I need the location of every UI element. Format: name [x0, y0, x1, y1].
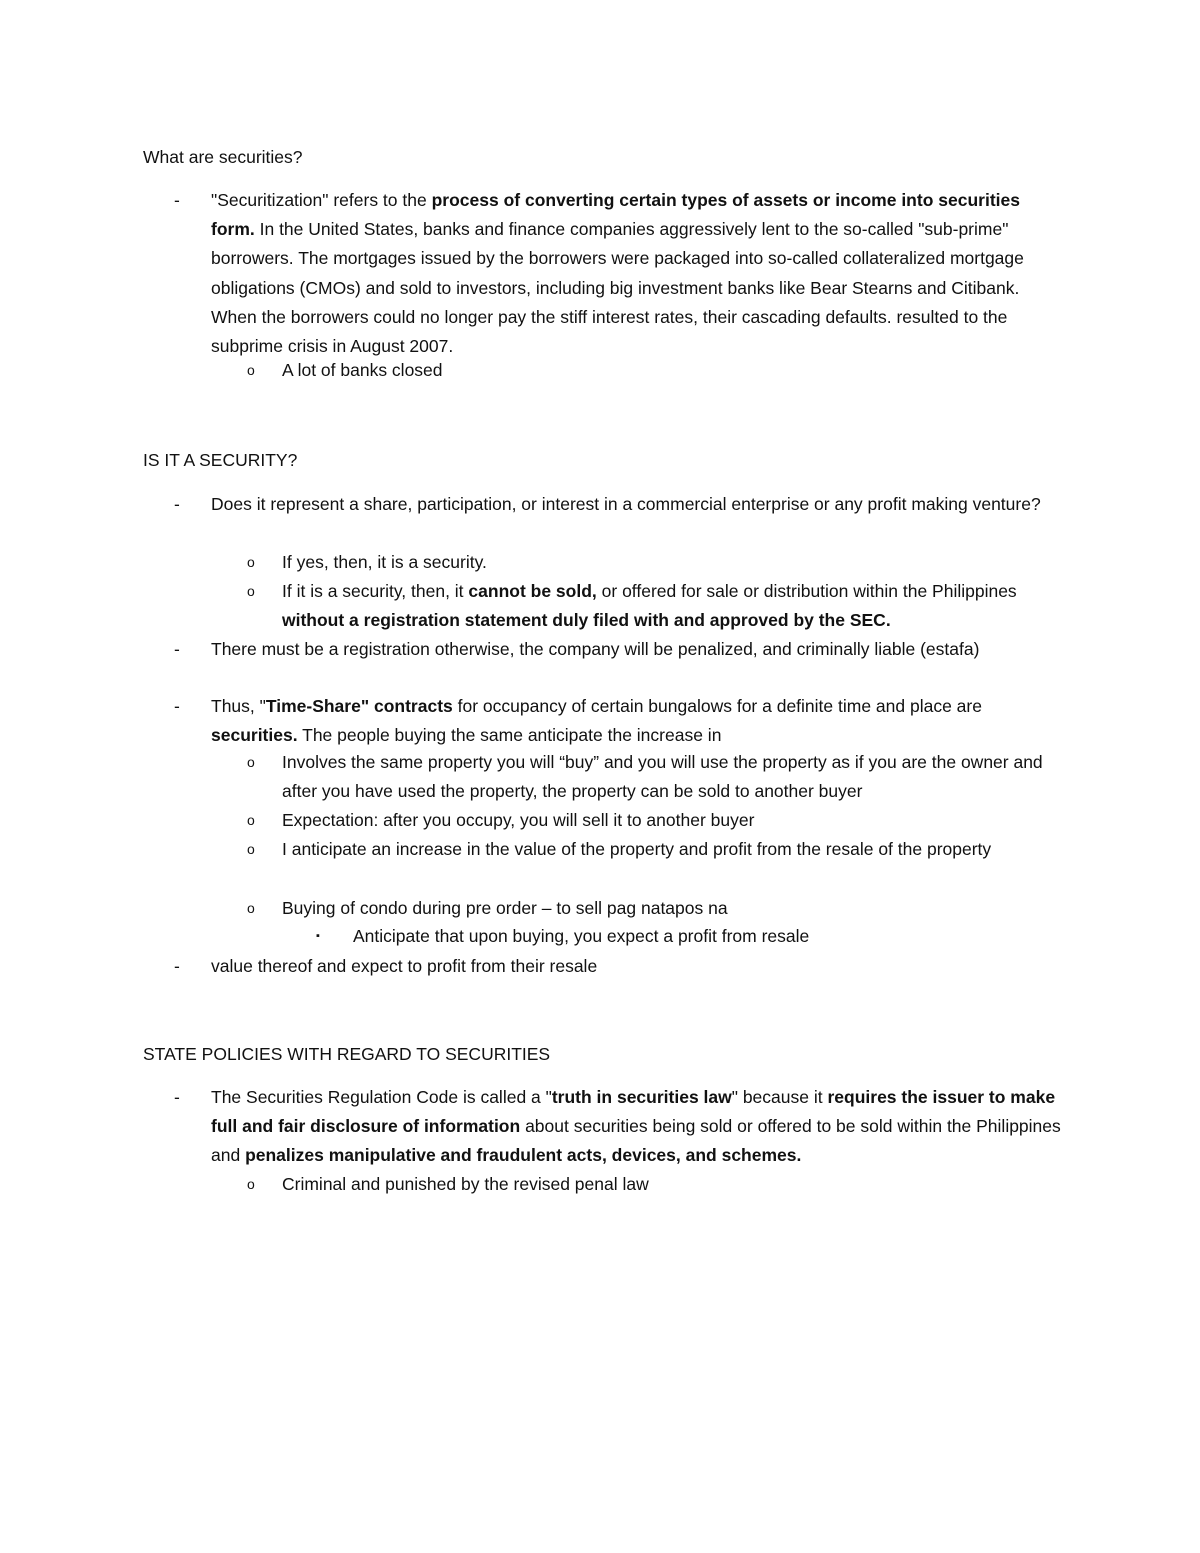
text-run: The people buying the same anticipate the increase in: [297, 725, 722, 746]
bullet-item-securitization: [174, 186, 1061, 361]
bullet-item-registration: [174, 635, 1061, 664]
dash-marker: -: [174, 494, 180, 514]
section-heading-state-policies: STATE POLICIES WITH REGARD TO SECURITIES: [143, 1044, 551, 1064]
sub-bullet-text: A lot of banks closed: [282, 360, 443, 380]
bullet-text: value thereof and expect to profit from their resale: [211, 956, 598, 976]
circle-marker: o: [247, 583, 255, 599]
dash-marker: -: [174, 190, 180, 210]
bullet-item-time-share: [174, 692, 1061, 750]
text-run: or offered for sale or distribution within the Philippines: [596, 581, 1017, 601]
sub-bullet-cannot-be-sold: [247, 577, 1062, 635]
sub-bullet-buying-condo: [247, 894, 1062, 923]
bullet-text: [211, 1083, 1061, 1171]
circle-marker: o: [247, 900, 255, 916]
text-run: about securities being sold or offered to be sold within the Philippines and: [211, 1116, 1061, 1166]
sub-sub-bullet-anticipate-profit: [316, 922, 1053, 951]
circle-marker: o: [247, 812, 255, 828]
sub-bullet-same-property: [247, 748, 1062, 806]
circle-marker: o: [247, 554, 255, 570]
square-marker: ▪: [316, 930, 320, 942]
sub-bullet-if-yes: [247, 548, 1062, 577]
text-run: Thus, ": [211, 696, 266, 716]
text-run: The Securities Regulation Code is called a ": [211, 1087, 552, 1107]
bold-text-run: Time-Share" contracts: [265, 696, 453, 716]
text-run: In the United States, banks and finance companies aggressively lent to the so-called "sub-prime" borrowers. The mortgages issued by the borrowers were packaged into so-called collateralized mortgage obligations (CMOs) and sold to investors, including big investment banks like Bear Stearns and Citibank. When the borrowers could no longer pay the stiff interest rates, their cascading defaults. resulted to the subprime crisis in August 2007.: [211, 219, 1024, 357]
bullet-text: Does it represent a share, participation, or interest in a commercial enterprise or any profit making venture?: [211, 494, 1041, 514]
sub-bullet-criminal: [247, 1170, 1062, 1199]
circle-marker: o: [247, 754, 255, 770]
sub-bullet-text: Involves the same property you will “buy” and you will use the property as if you are the owner and after you have used the property, the property can be sold to another buyer: [282, 752, 1043, 802]
text-run: " because it: [731, 1087, 828, 1107]
dash-marker: -: [174, 639, 180, 659]
dash-marker: -: [174, 696, 180, 716]
circle-marker: o: [247, 841, 255, 857]
text-run: "Securitization" refers to the: [211, 190, 432, 210]
dash-marker: -: [174, 956, 180, 976]
sub-bullet-expectation: [247, 806, 1062, 835]
text-run: If it is a security, then, it: [282, 581, 469, 601]
sub-bullet-text: Buying of condo during pre order – to sell pag natapos na: [282, 898, 728, 918]
sub-bullet-banks-closed: [247, 356, 1062, 385]
circle-marker: o: [247, 362, 255, 378]
bold-text-run: process of converting certain types of assets or income into securities form.: [211, 190, 1020, 240]
bullet-item-represent-share: [174, 490, 1061, 519]
sub-sub-bullet-text: Anticipate that upon buying, you expect a profit from resale: [353, 926, 810, 946]
bullet-text: There must be a registration otherwise, the company will be penalized, and criminally liable (estafa): [211, 639, 980, 659]
bold-text-run: penalizes manipulative and fraudulent acts, devices, and schemes.: [245, 1145, 802, 1166]
bold-text-run: cannot be sold,: [468, 581, 597, 601]
bold-text-run: truth in securities law: [551, 1087, 732, 1107]
bullet-text: [211, 186, 1061, 361]
sub-bullet-anticipate-increase: [247, 835, 1062, 864]
bullet-item-truth-in-securities: [174, 1083, 1061, 1171]
section-heading-is-it-a-security: IS IT A SECURITY?: [143, 450, 298, 470]
sub-bullet-text: [282, 577, 1062, 635]
dash-marker: -: [174, 1087, 180, 1107]
bullet-text: [211, 692, 1061, 750]
sub-bullet-text: Expectation: after you occupy, you will sell it to another buyer: [282, 810, 755, 830]
sub-bullet-text: Criminal and punished by the revised penal law: [282, 1174, 649, 1194]
bold-text-run: requires the issuer to make full and fair disclosure of information: [211, 1087, 1056, 1137]
bullet-item-value-thereof: [174, 952, 1061, 981]
circle-marker: o: [247, 1176, 255, 1192]
bold-text-run: securities.: [211, 725, 298, 746]
sub-bullet-text: I anticipate an increase in the value of the property and profit from the resale of the property: [282, 839, 992, 859]
text-run: for occupancy of certain bungalows for a definite time and place are: [452, 696, 982, 716]
section-heading-what-are-securities: What are securities?: [143, 147, 303, 167]
sub-bullet-text: If yes, then, it is a security.: [282, 552, 487, 572]
bold-text-run: without a registration statement duly filed with and approved by the SEC.: [282, 610, 891, 631]
